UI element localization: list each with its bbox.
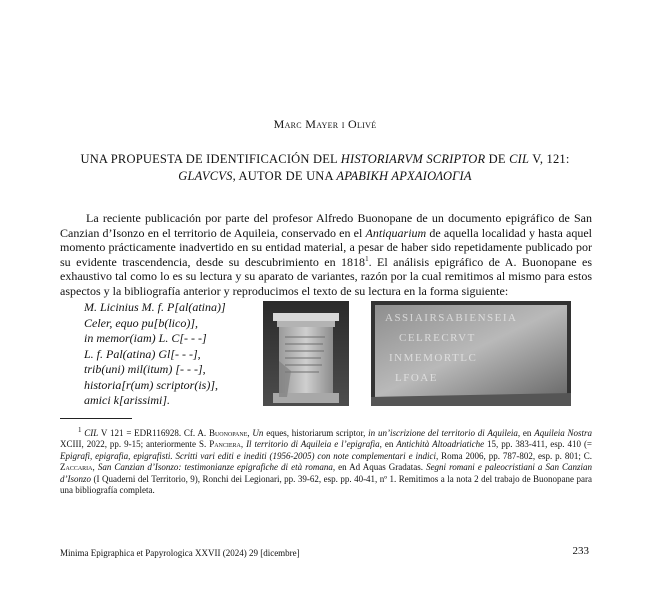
inscription-line: amici k[arissimi]. — [84, 393, 171, 407]
title-text: V, 121: — [529, 152, 570, 166]
stone-block-image — [263, 301, 349, 406]
fn-text: eques, historiarum scriptor, — [263, 428, 369, 438]
fn-author: Zaccaria — [60, 462, 93, 473]
inscription-line: trib(uni) mil(itum) [- - -], — [84, 362, 206, 376]
title-text: UNA PROPUESTA DE IDENTIFICACIÓN DEL — [80, 152, 341, 166]
inscription-photo-detail — [371, 301, 571, 406]
fn-text: 15, pp. 383-411, esp. 410 (= — [484, 439, 593, 450]
fn-italic: Antichità Altoadriatiche — [396, 439, 485, 450]
fn-text: V 121 = EDR116928. Cf. A. — [98, 428, 209, 438]
footnote-separator — [60, 418, 132, 419]
fn-italic: in un’iscrizione del territorio di Aquileia — [368, 428, 518, 438]
fn-text: , en — [517, 428, 535, 438]
title-text: , AUTOR DE UNA — [232, 169, 337, 183]
body-text: de aquella localidad y hasta aquel momento prácticamente inadvertido en su entidad material, a pesar de haber sido repetidamente publicado por su evidente trascendencia, desde su descubrimiento en 1818 — [60, 225, 592, 269]
fn-text: , en Ad Aquas Gradatas. — [332, 462, 427, 473]
body-text: . El análisis epigráfico de A. Buonopane es exhaustivo tal como lo es su lectura y su aparato de variantes, razón por la cual remitimos al mismo para estos aspectos y la bibliografía anterior y reproducimos el texto de su lectura en la forma siguiente: — [60, 254, 592, 298]
fn-author: Buonopane — [208, 428, 248, 438]
carved-letters: LFOAE — [395, 372, 438, 384]
inscription-photo-full — [263, 301, 349, 406]
fn-italic: CIL — [81, 428, 99, 438]
fn-italic: San Canzian d’Isonzo: testimonianze epigrafiche di età romana — [97, 462, 333, 473]
fn-italic: Un — [252, 428, 264, 438]
inscription-line: historia[r(um) scriptor(is)], — [84, 377, 219, 392]
article-title — [40, 151, 610, 185]
fn-text: , — [247, 428, 253, 438]
fn-text: , — [92, 462, 98, 473]
body-paragraph — [60, 211, 592, 299]
inscription-line: M. Licinius M. f. P[al(atina)] — [84, 300, 226, 314]
carved-letters: ASSIAIRSABIENSEIA — [385, 312, 518, 324]
fn-text: , en — [379, 439, 397, 450]
body-text: La reciente publicación por parte del profesor Alfredo Buonopane de un documento epigráfico de San Canzian d’Isonzo en el territorio de Aquileia, conservado en el — [60, 211, 592, 240]
running-footer: Minima Epigraphica et Papyrologica XXVII (2024) 29 [dicembre] — [60, 548, 300, 558]
title-italic: HISTORIARVM SCRIPTOR — [340, 152, 486, 166]
footnote-ref[interactable]: 1 — [365, 254, 369, 263]
fn-author: Panciera — [209, 439, 241, 450]
inscription-text — [84, 300, 254, 409]
inscription-detail-image — [371, 301, 571, 406]
body-italic: Antiquarium — [365, 225, 427, 240]
footnote — [60, 428, 592, 496]
inscription-line: L. f. Pal(atina) Gl[- - -], — [84, 346, 201, 361]
inscription-line: in memor(iam) L. C[- - -] — [84, 331, 207, 345]
author-name: Marc Mayer i Olivé — [273, 117, 377, 131]
fn-italic: Epigrafi, epigrafia, epigrafisti. Scritti vari editi e inediti (1956-2005) con note complementari e indici — [60, 450, 436, 461]
title-text: DE — [485, 152, 510, 166]
title-italic: GLAVCVS — [178, 169, 233, 183]
carved-letters: CELRECRVT — [399, 332, 476, 344]
fn-italic: Il territorio di Aquileia e l’epigrafia — [246, 439, 380, 450]
fn-text: XCIII, 2022, pp. 9-15; anteriormente S. — [60, 439, 210, 450]
carved-letters: INMEMORTLC — [389, 352, 478, 364]
footnote-number: 1 — [78, 426, 82, 434]
fn-italic: Aquileia Nostra — [534, 428, 593, 438]
fn-text: , — [240, 439, 247, 450]
fn-text: (I Quaderni del Territorio, 9), Ronchi dei Legionari, pp. 39-62, esp. pp. 40-41, nº 1. Remitimos a la nota 2 del trabajo de Buonopane para una bibliografía completa. — [60, 473, 592, 496]
inscription-line: Celer, equo pu[b(lico)], — [84, 315, 198, 330]
fn-italic: Segni romani e paleocristiani a San Canzian d’Isonzo — [60, 462, 593, 484]
page-number: 233 — [572, 545, 589, 557]
title-italic-greek: ΑΡΑΒΙΚΗ ΑΡΧΑΙΟΛΟΓΙΑ — [336, 169, 472, 183]
title-italic: CIL — [509, 152, 530, 166]
fn-text: , Roma 2006, pp. 787-802, esp. p. 801; C. — [436, 450, 593, 461]
